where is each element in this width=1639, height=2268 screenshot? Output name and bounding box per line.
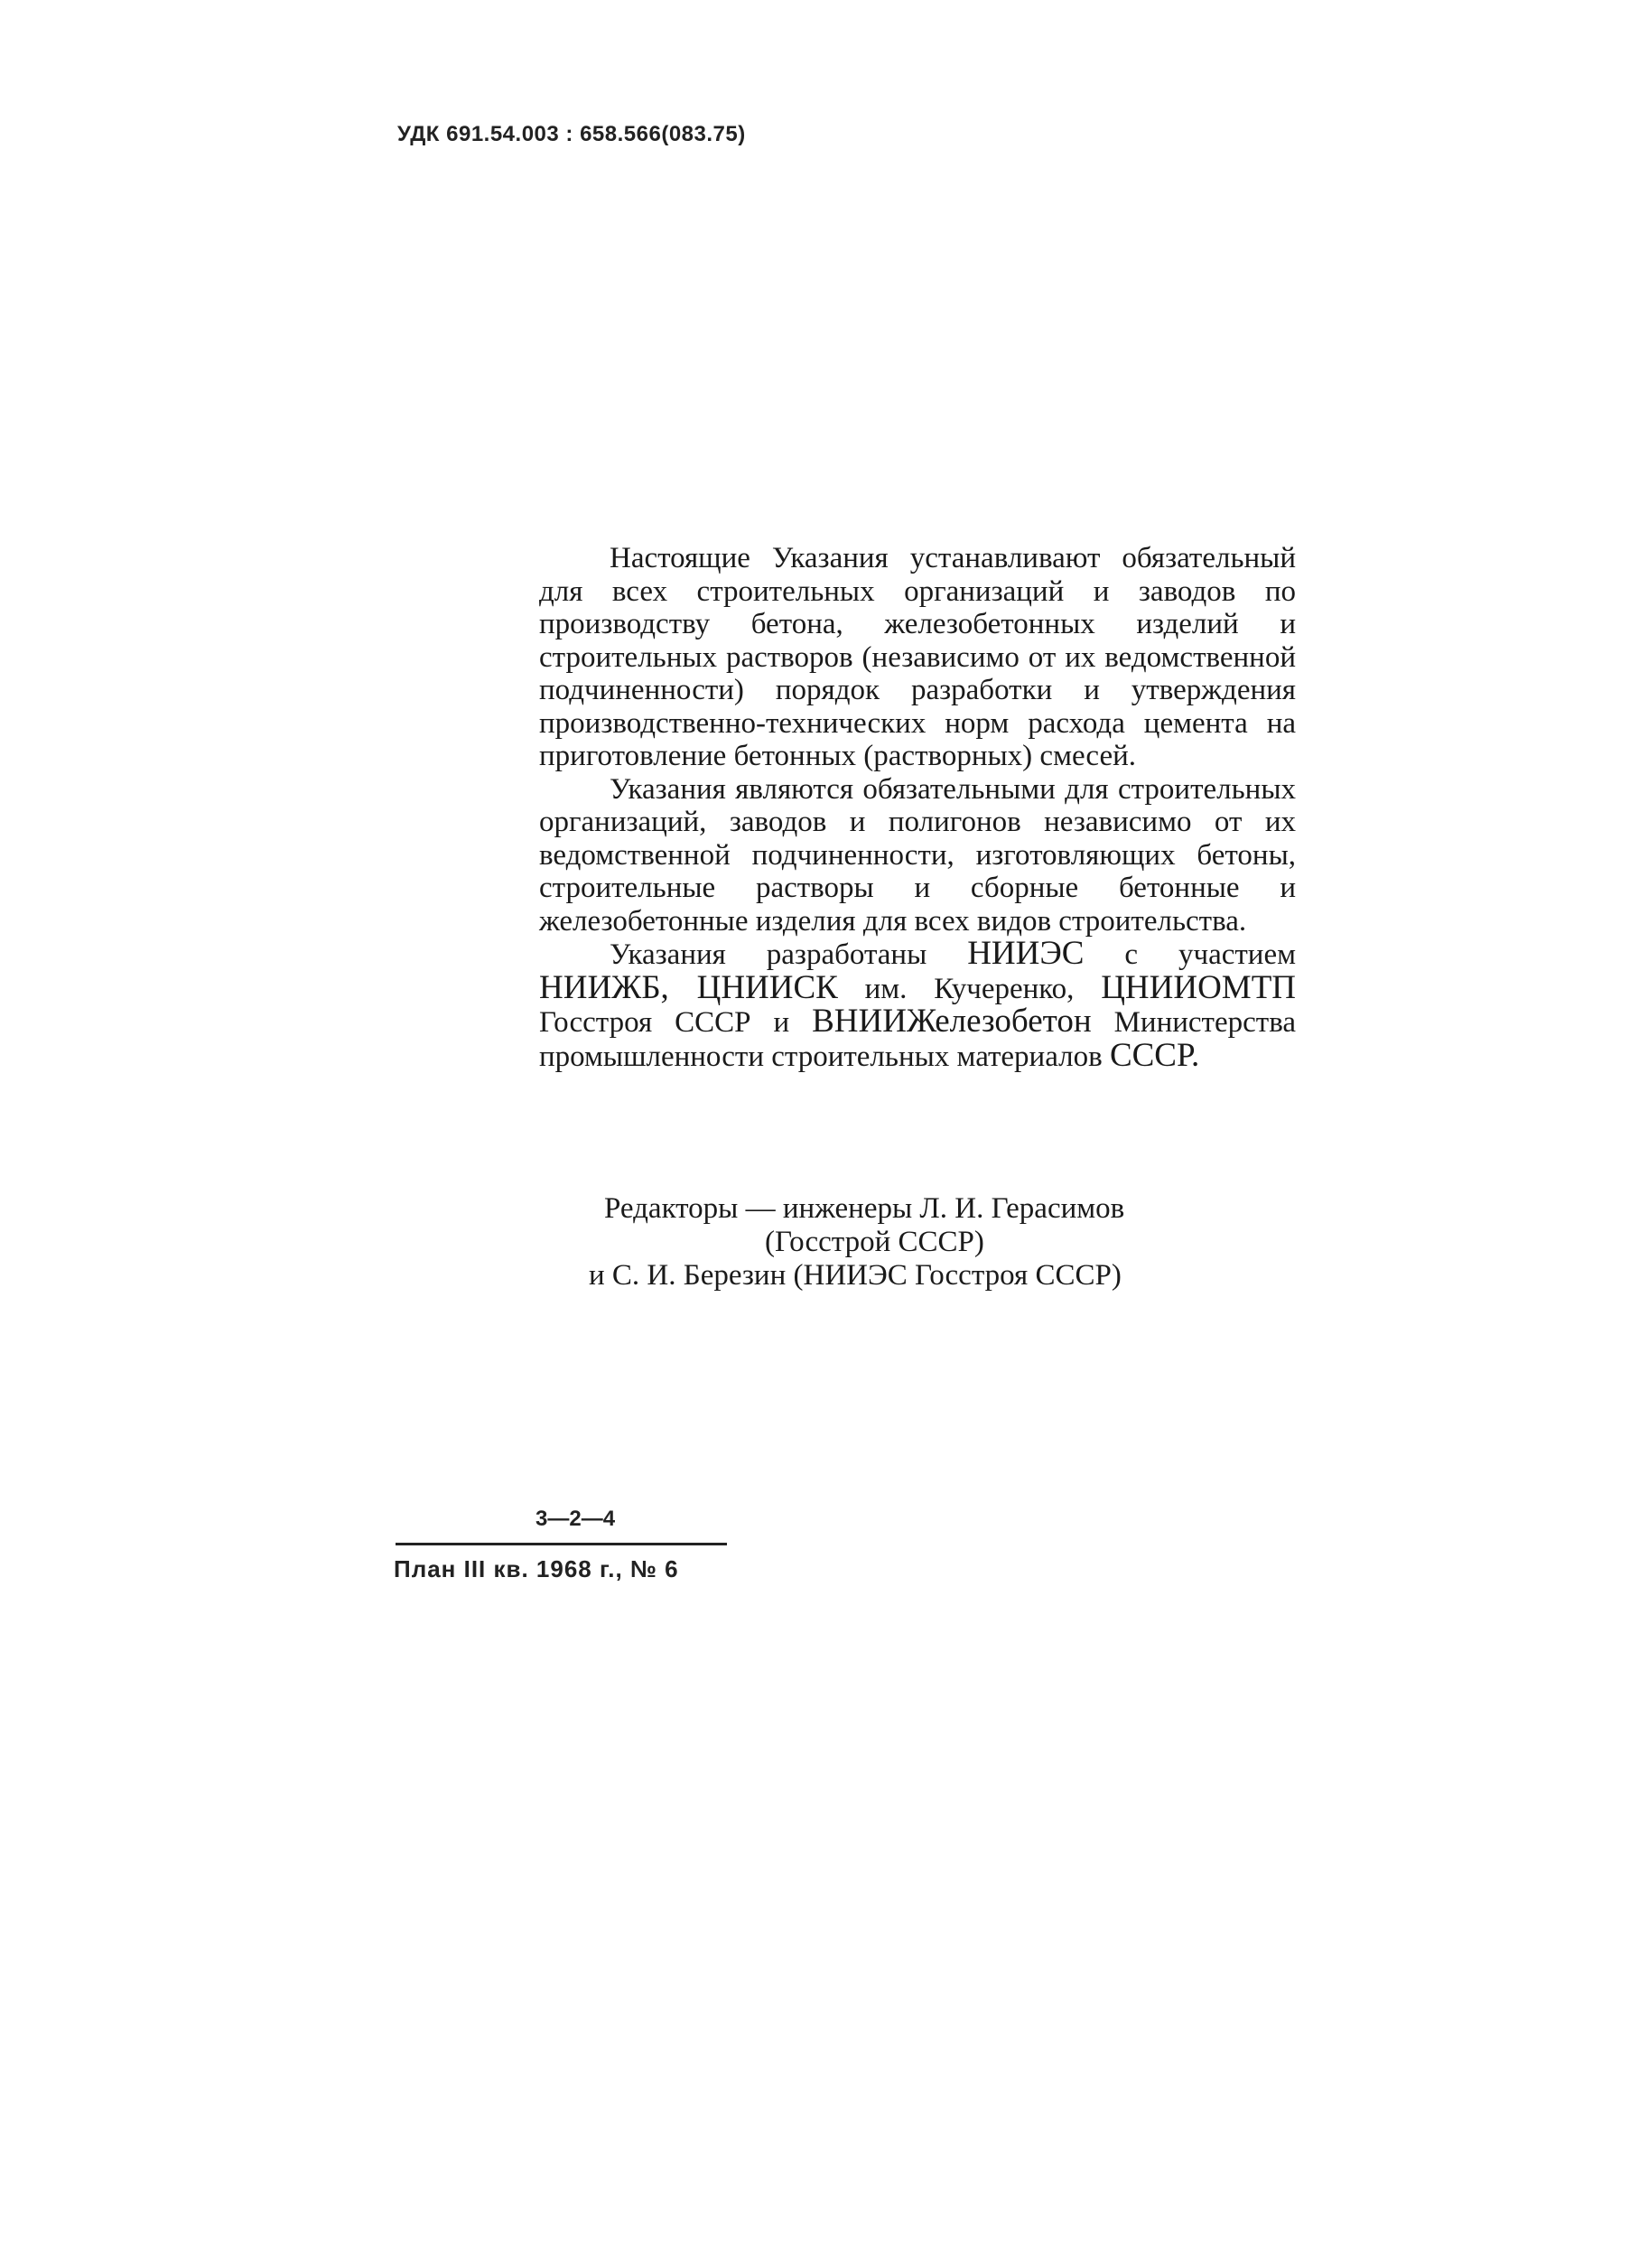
org-vniizhelezobeton: ВНИИЖелезобетон [812, 1003, 1092, 1040]
imprint-plan: План III кв. 1968 г., № 6 [394, 1555, 679, 1582]
editors-line-2: (Госстрой СССР) [765, 1226, 984, 1258]
paragraph-applicability: Указания являются обязательными для строительных организаций, заводов и полигонов независимо от их ведомственной подчиненности, изготовляющих бетоны, строительные растворы и сборные бетонные и железобетонные изделия для всех видов строительства. [539, 772, 1296, 938]
authors-text-3: им. Кучеренко, [837, 972, 1102, 1005]
authors-text-5: Министерства промышленности строительных материалов [539, 1006, 1296, 1073]
authors-text-2: с участием [1084, 938, 1296, 971]
authors-text-1: Указания разработаны [610, 938, 968, 971]
udk-code: УДК 691.54.003 : 658.566(083.75) [397, 122, 746, 146]
paragraph-scope: Настоящие Указания устанавливают обязательный для всех строительных организаций и заводов по производству бетона, железобетонных изделий и строительных растворов (независимо от их ведомственной подчиненности) порядок разработки и утверждения производственно-технических норм расхода цемента на приготовление бетонных (растворных) смесей. [539, 542, 1296, 772]
editors-line-3: и С. И. Березин (НИИЭС Госстроя СССР) [589, 1259, 1122, 1292]
paragraph-authors [539, 935, 1297, 1074]
org-sssr: СССР. [1109, 1036, 1200, 1074]
imprint-code: 3—2—4 [535, 1507, 616, 1531]
org-niizhb-tsniisk: НИИЖБ, ЦНИИСК [539, 968, 838, 1006]
abstract-text [539, 542, 1296, 1073]
org-niies: НИИЭС [967, 935, 1085, 972]
imprint-divider [396, 1543, 727, 1545]
authors-text-4: Госстроя СССР и [539, 1006, 813, 1039]
org-tsniiomtp: ЦНИИОМТП [1101, 968, 1297, 1006]
editors-line-1: Редакторы — инженеры Л. И. Герасимов [604, 1192, 1125, 1225]
editors-block [539, 1192, 1296, 1293]
